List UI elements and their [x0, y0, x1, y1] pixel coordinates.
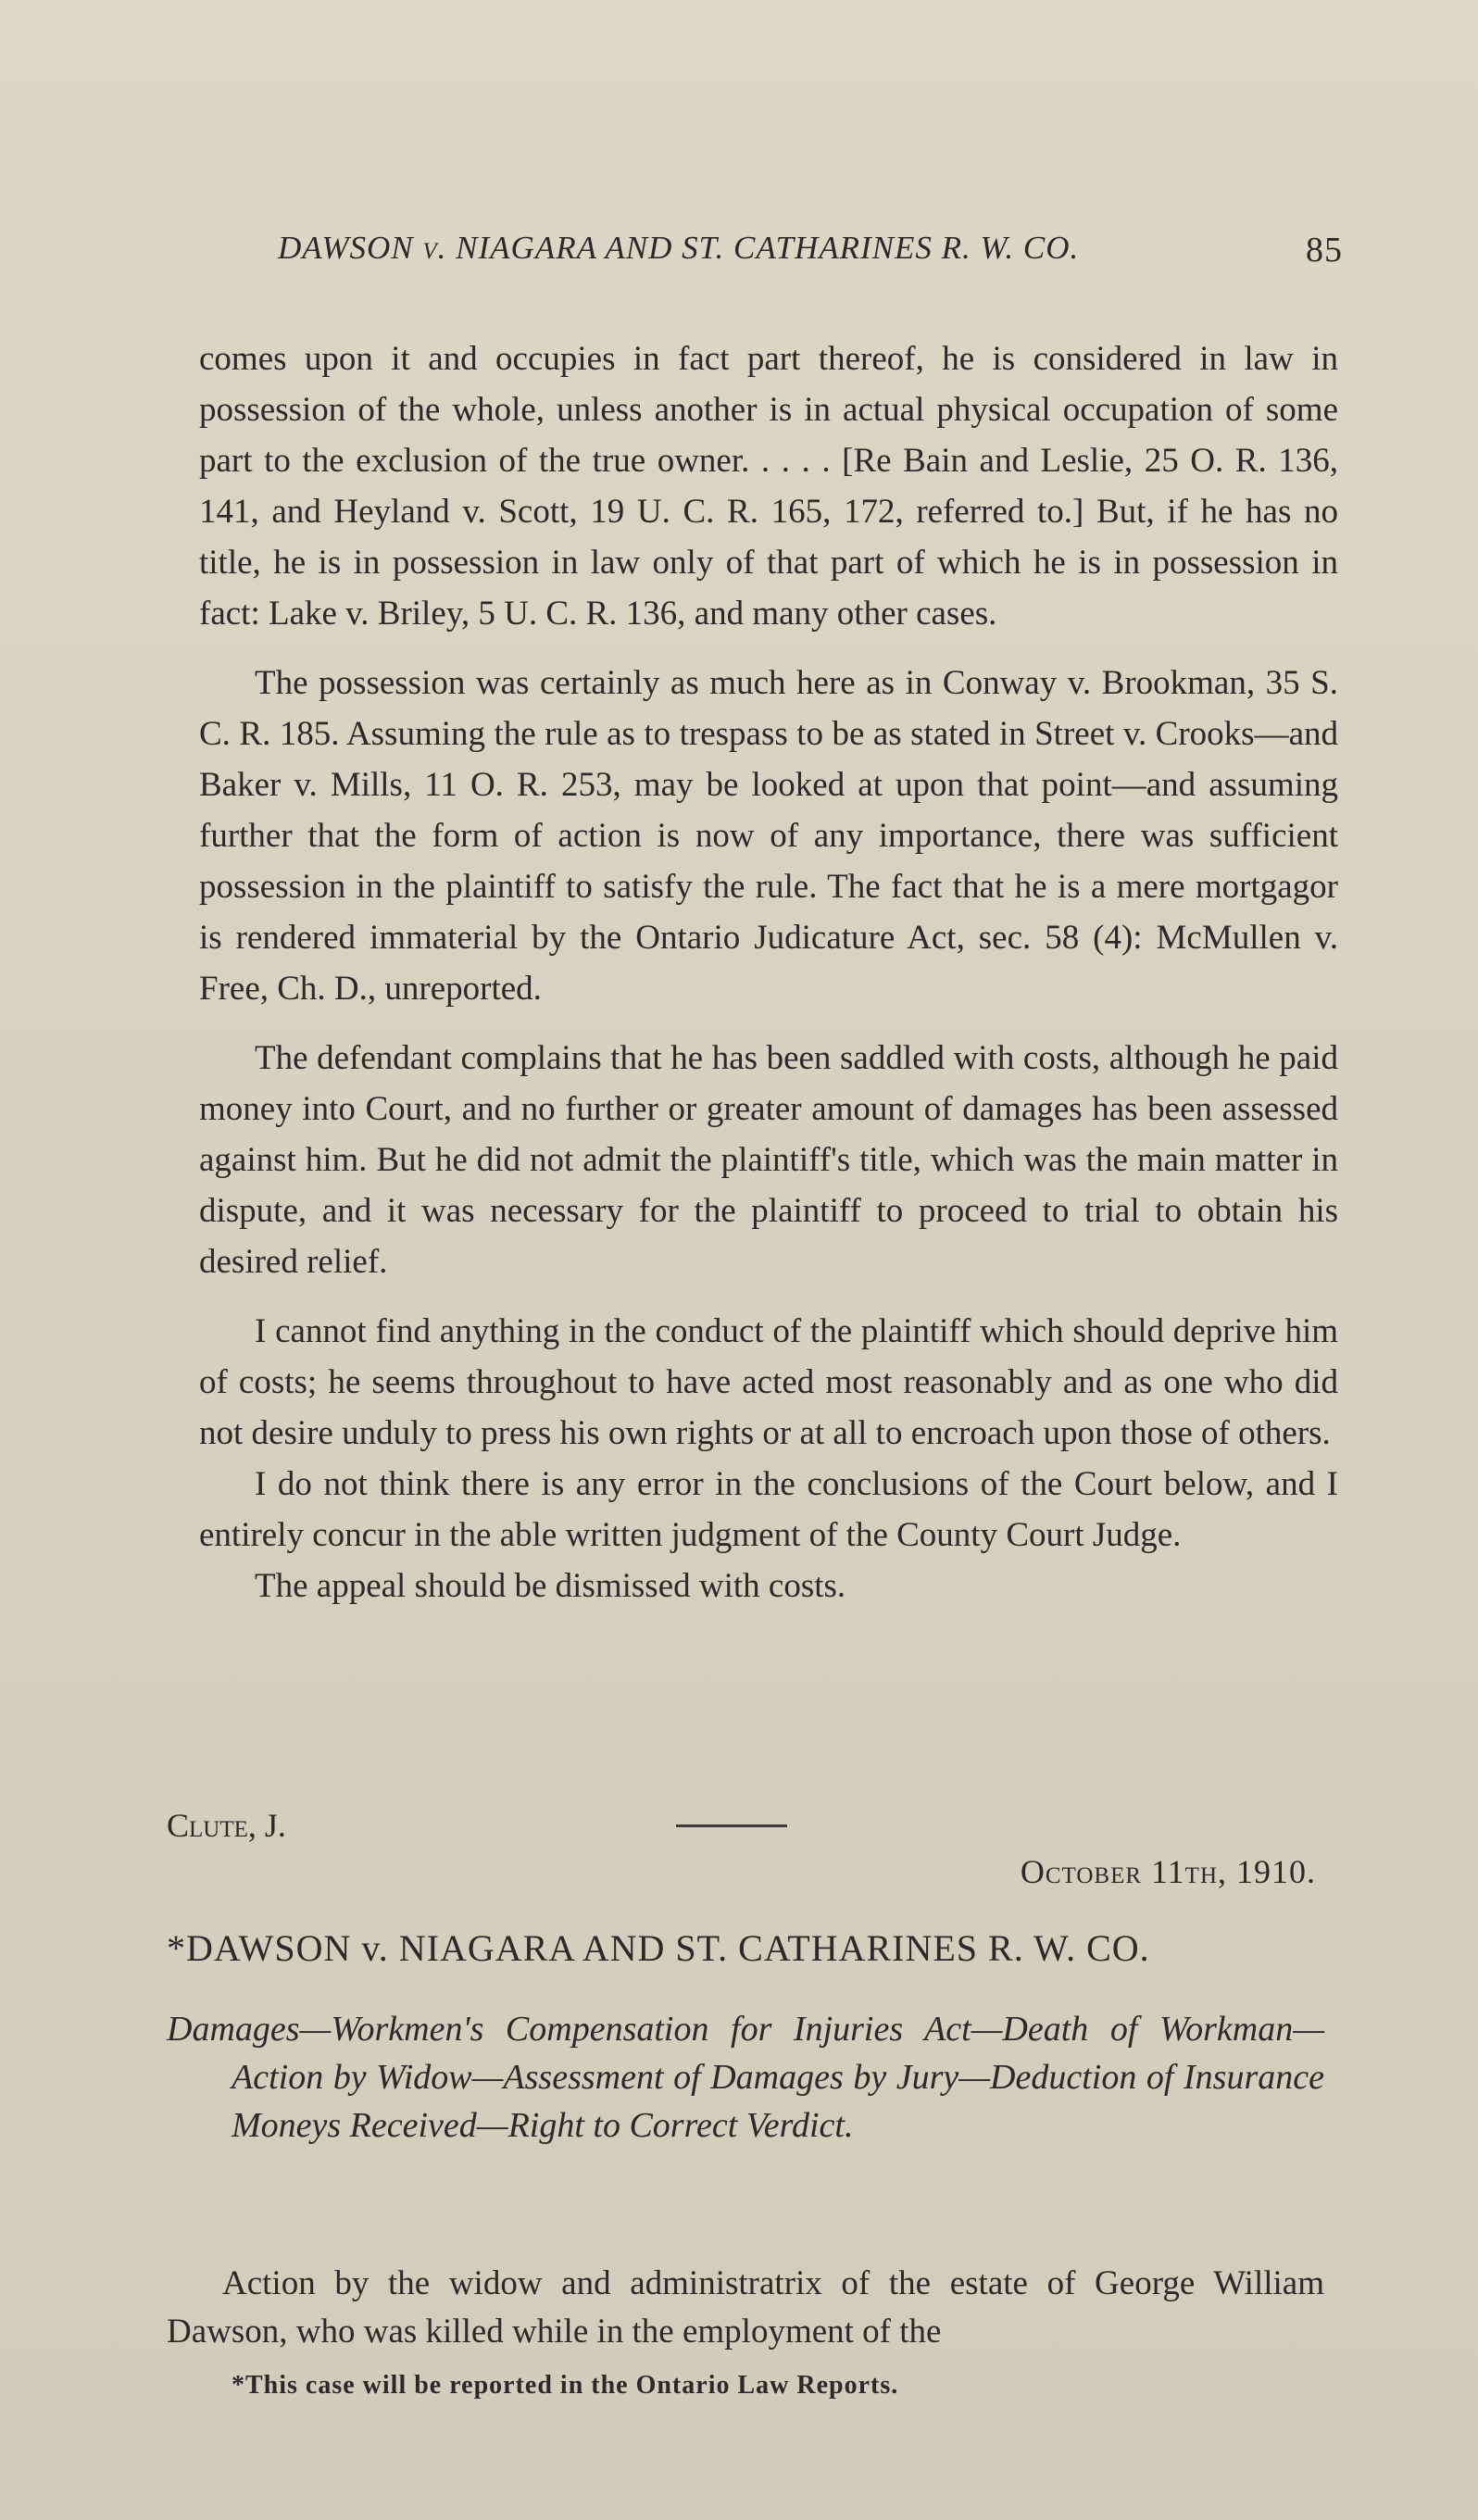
paragraph-3: The defendant complains that he has been saddled with costs, although he paid money into Court, and no further or greater amount of damages has been assessed against him. But he did not admit the plaintiff's title, which was the main matter in dispute, and it was necessary for the plaintiff to proceed to trial to obtain his desired relief. [199, 1039, 1338, 1281]
action-paragraph [167, 2260, 1324, 2356]
body-text [199, 333, 1338, 1611]
running-head-title: DAWSON v. NIAGARA AND ST. CATHARINES R. W. CO. [278, 230, 1080, 266]
headnote [167, 2005, 1324, 2150]
paragraph-5: I do not think there is any error in the conclusions of the Court below, and I entirely concur in the able written judgment of the County Court Judge. [199, 1465, 1338, 1554]
action-text: Action by the widow and administratrix of the estate of George William Dawson, who was killed while in the employment of the [167, 2264, 1324, 2351]
paragraph-6: The appeal should be dismissed with costs. [255, 1567, 846, 1605]
page-number: 85 [1306, 231, 1343, 270]
paragraph-1: comes upon it and occupies in fact part thereof, he is considered in law in possession of the whole, unless another is in actual physical occupation of some part to the exclusion of the true owner. . . . . [Re Bain and Leslie, 25 O. R. 136, 141, and Heyland v. Scott, 19 U. C. R. 165, 172, referred to.] But, if he has no title, he is in possession in law only of that part of which he is in possession in fact: Lake v. Briley, 5 U. C. R. 136, and many other cases. [199, 340, 1338, 633]
headnote-text: Damages—Workmen's Compensation for Injuries Act—Death of Workman—Action by Widow—Assessment of Damages by Jury—Deduction of Insurance Moneys Received—Right to Correct Verdict. [167, 2010, 1324, 2145]
paragraph-2: The possession was certainly as much here as in Conway v. Brookman, 35 S. C. R. 185. Assuming the rule as to trespass to be as stated in Street v. Crooks—and Baker v. Mills, 11 O. R. 253, may be looked at upon that point—and assuming further that the form of action is now of any importance, there was sufficient possession in the plaintiff to satisfy the rule. The fact that he is a mere mortgagor is rendered immaterial by the Ontario Judicature Act, sec. 58 (4): McMullen v. Free, Ch. D., unreported. [199, 664, 1338, 1008]
judgment-date: October 11th, 1910. [1020, 1853, 1316, 1890]
footnote: *This case will be reported in the Ontario Law Reports. [232, 2371, 899, 2400]
running-head [278, 230, 1343, 270]
section-divider [676, 1824, 787, 1827]
judge-signature: Clute, J. [167, 1807, 286, 1844]
paragraph-4: I cannot find anything in the conduct of the plaintiff which should deprive him of costs; he seems throughout to have acted most reasonably and as one who did not desire unduly to press his own rights or at all to encroach upon those of others. [199, 1312, 1338, 1452]
case-title: *DAWSON v. NIAGARA AND ST. CATHARINES R. W. CO. [167, 1927, 1150, 1969]
